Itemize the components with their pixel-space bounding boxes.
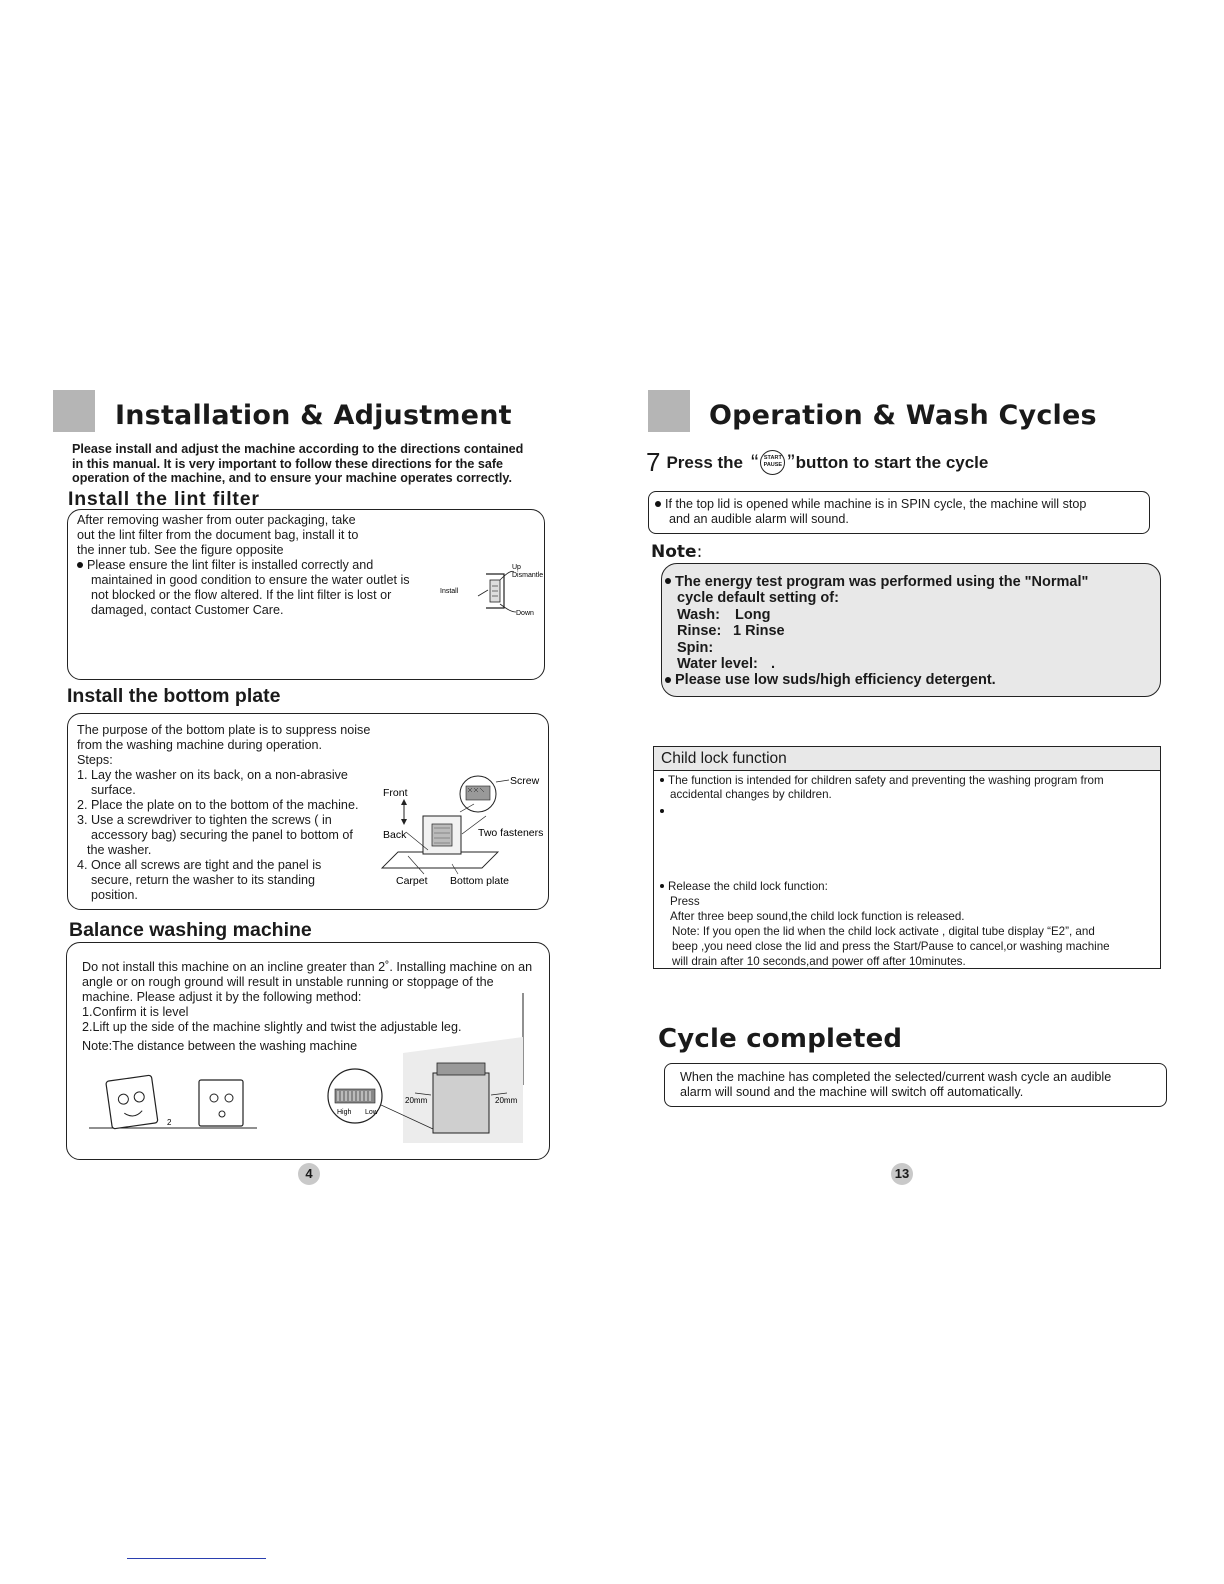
text-line: After removing washer from outer packaging, take: [77, 513, 356, 527]
step-line: the washer.: [87, 843, 152, 857]
fig-label: Dismantle: [512, 572, 544, 579]
child-lock-box: [653, 746, 1161, 969]
text-line: from the washing machine during operation.: [77, 738, 323, 752]
fig-label: Front: [383, 787, 408, 799]
text-line: machine. Please adjust it by the following method:: [82, 990, 362, 1004]
note-colon: :: [696, 542, 703, 562]
text-line: angle or on rough ground will result in unstable running or stoppage of the: [82, 975, 494, 989]
bullet-icon: [660, 778, 664, 782]
page-title: Installation & Adjustment: [115, 400, 512, 431]
intro-line: Please install and adjust the machine according to the directions contained: [72, 442, 524, 456]
child-lock-release: [660, 879, 1110, 969]
text-line: The function is intended for children safety and preventing the washing program from: [668, 774, 1104, 787]
step-line: 3. Use a screwdriver to tighten the screws ( in: [77, 813, 332, 827]
lint-filter-text: [77, 513, 410, 618]
step-line: 2. Place the plate on to the bottom of the machine.: [77, 798, 359, 812]
text-line: the inner tub. See the figure opposite: [77, 543, 284, 557]
setting-value: Long: [735, 606, 771, 623]
bullet-icon: [77, 562, 83, 568]
setting-label: Spin:: [677, 639, 714, 656]
fig-label: Two fasteners: [478, 827, 544, 839]
text-line: The purpose of the bottom plate is to suppress noise: [77, 723, 371, 737]
text-line: maintained in good condition to ensure the water outlet is: [91, 573, 410, 587]
bottom-plate-diagram: [378, 772, 548, 892]
lint-filter-box: [67, 509, 545, 680]
text-line: After three beep sound,the child lock function is released.: [670, 910, 965, 923]
step-line: position.: [91, 888, 138, 902]
step-text: Press the: [666, 452, 744, 472]
close-quote: ”: [787, 449, 795, 475]
setting-value: 1 Rinse: [733, 623, 785, 640]
fig-label: Install: [440, 588, 459, 595]
text-line: Do not install this machine on an incline greater than 2˚. Installing machine on an: [82, 960, 533, 974]
cycle-completed-heading: Cycle completed: [658, 1024, 903, 1054]
text-line: damaged, contact Customer Care.: [91, 603, 284, 617]
fig-label: Bottom plate: [450, 875, 509, 887]
fig-label: Up: [512, 564, 521, 571]
footer-rule: [127, 1558, 266, 1559]
text-line: Release the child lock function:: [668, 880, 828, 893]
balance-heading: Balance washing machine: [69, 919, 312, 941]
setting-value: .: [771, 656, 776, 673]
text-line: When the machine has completed the selected/current wash cycle an audible: [680, 1070, 1112, 1084]
intro-line: in this manual. It is very important to follow these directions for the safe: [72, 456, 504, 471]
bottom-plate-box: [67, 713, 549, 910]
intro-paragraph: [72, 442, 523, 486]
text-line: Note: If you open the lid when the child lock activate , digital tube display “E2”, and: [672, 925, 1095, 938]
step-line: 1. Lay the washer on its back, on a non-abrasive: [77, 768, 348, 782]
step-line: secure, return the washer to its standing: [91, 873, 316, 887]
text-line: Press: [670, 895, 700, 908]
step-number: 7: [646, 447, 661, 477]
intro-line: operation of the machine, and to ensure your machine operates correctly.: [72, 471, 512, 486]
bullet-icon: [660, 809, 664, 813]
text-line: will drain after 10 seconds,and power off after 10minutes.: [672, 955, 966, 968]
section-marker-square: [53, 390, 95, 432]
icon-text: START: [763, 455, 782, 461]
setting-label: Rinse:: [677, 623, 722, 640]
bottom-plate-heading: Install the bottom plate: [67, 685, 281, 707]
gap-label: 20mm: [405, 1096, 428, 1105]
gap-label: 20mm: [495, 1096, 518, 1105]
child-lock-title: Child lock function: [654, 747, 1160, 771]
level-washer-illustration: [325, 993, 540, 1143]
child-lock-text: [660, 774, 1104, 819]
icon-text: PAUSE: [763, 462, 783, 468]
text-line: 2.Lift up the side of the machine slightly and twist the adjustable leg.: [82, 1020, 462, 1034]
text-line: and an audible alarm will sound.: [669, 512, 849, 526]
high-label: High: [337, 1109, 352, 1116]
lid-warning-text: [655, 497, 1086, 527]
bottom-plate-text: [77, 723, 370, 903]
energy-note-text: [665, 574, 1088, 689]
energy-note-box: [661, 563, 1161, 697]
setting-label: Wash:: [677, 606, 720, 623]
lint-filter-diagram: [438, 560, 548, 630]
text-line: out the lint filter from the document bag, install it to: [77, 528, 359, 542]
page-number-badge: 13: [891, 1163, 913, 1185]
bullet-icon: [660, 884, 664, 888]
angle-label: 2: [167, 1118, 172, 1127]
cycle-completed-text: [680, 1070, 1111, 1100]
step-line: accessory bag) securing the panel to bottom of: [91, 828, 353, 842]
step-line: surface.: [91, 783, 136, 797]
text-line: Please use low suds/high efficiency detergent.: [675, 672, 996, 689]
section-marker-square: [648, 390, 690, 432]
text-line: If the top lid is opened while machine is in SPIN cycle, the machine will stop: [665, 497, 1087, 511]
text-line: cycle default setting of:: [677, 590, 839, 607]
cycle-completed-box: [664, 1063, 1167, 1107]
step-7-instruction: [646, 447, 988, 478]
fig-label: Back: [383, 829, 407, 841]
bullet-icon: [665, 677, 671, 683]
text-line: alarm will sound and the machine will switch off automatically.: [680, 1085, 1024, 1099]
bullet-icon: [665, 578, 671, 584]
page-title: Operation & Wash Cycles: [709, 400, 1097, 431]
text-line: beep ,you need close the lid and press the Start/Pause to cancel,or washing machine: [672, 940, 1110, 953]
text-line: 1.Confirm it is level: [82, 1005, 189, 1019]
step-text: button to start the cycle: [795, 452, 989, 472]
lint-filter-heading: Install the lint filter: [68, 488, 260, 510]
text-line: Note:The distance between the washing machine: [82, 1039, 358, 1053]
text-line: Please ensure the lint filter is installed correctly and: [87, 558, 374, 572]
text-line: not blocked or the flow altered. If the lint filter is lost or: [91, 588, 392, 602]
start-pause-button-icon: [760, 450, 785, 475]
lid-warning-box: [648, 491, 1150, 534]
balance-box: [66, 942, 550, 1160]
fig-label: Carpet: [396, 875, 428, 887]
text-line: accidental changes by children.: [670, 788, 832, 801]
fig-label: Screw: [510, 775, 540, 787]
note-heading-text: Note: [651, 542, 697, 562]
low-label: Low: [365, 1109, 378, 1116]
text-line: The energy test program was performed using the "Normal": [675, 574, 1089, 590]
setting-label: Water level:: [677, 656, 758, 673]
step-line: 4. Once all screws are tight and the panel is: [77, 858, 322, 872]
note-heading: [651, 542, 702, 562]
text-line: Steps:: [77, 753, 113, 767]
page-number-badge: 4: [298, 1163, 320, 1185]
bullet-icon: [655, 501, 661, 507]
fig-label: Down: [516, 610, 534, 617]
tilted-washer-illustration: [87, 1068, 267, 1133]
open-quote: “: [751, 449, 759, 475]
